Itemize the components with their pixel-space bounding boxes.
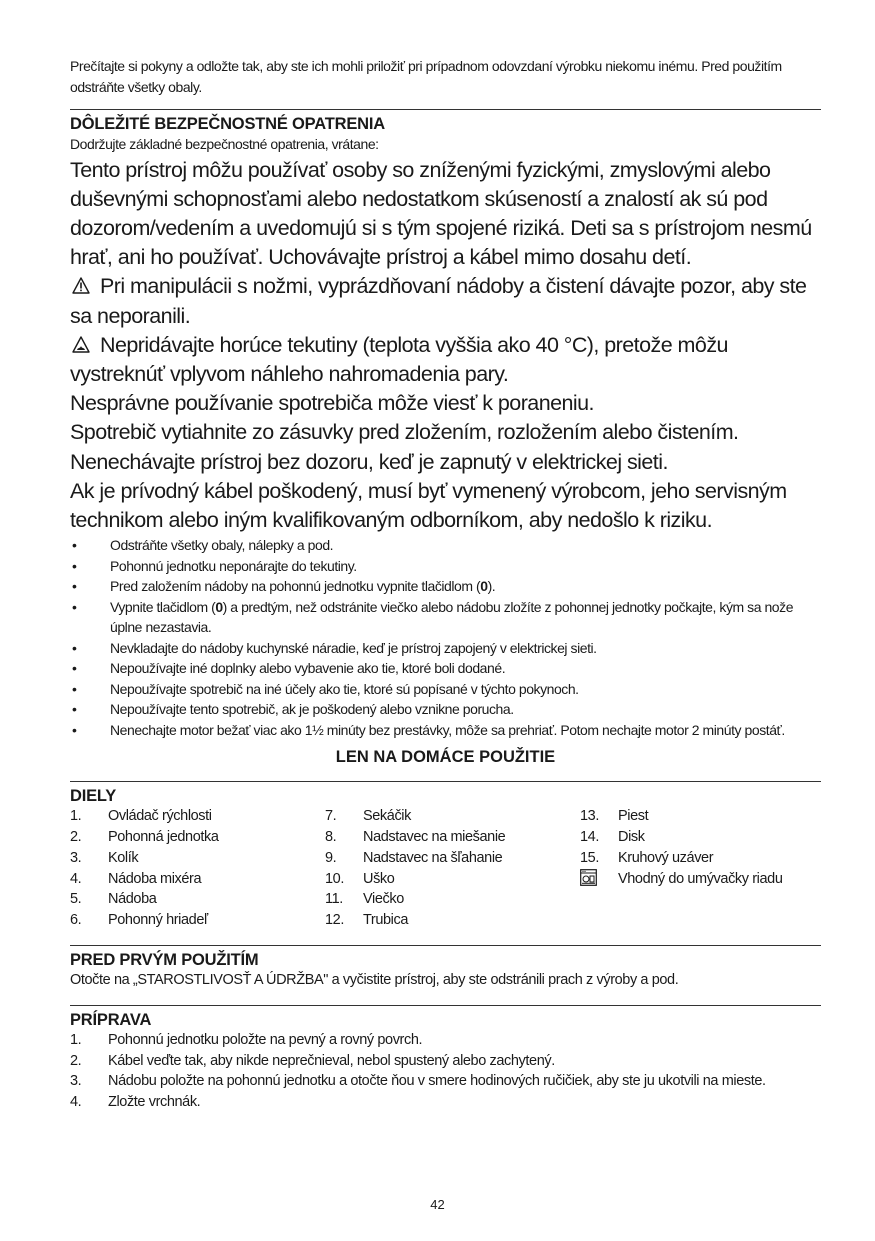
parts-column bbox=[325, 806, 580, 931]
warning-triangle-icon bbox=[72, 277, 90, 294]
part-item: 9. Nadstavec na šľahanie bbox=[325, 849, 503, 866]
safety-bullet-list bbox=[70, 535, 821, 740]
intro-text: Prečítajte si pokyny a odložte tak, aby ste ich mohli priložiť pri prípadnom odovzdaní výrobku niekomu inému. Pred použitím odstráňte všetky obaly. bbox=[70, 58, 782, 95]
first-use-text: Otočte na „STAROSTLIVOSŤ A ÚDRŽBA" a vyčistite prístroj, aby ste odstránili prach z výroby a pod. bbox=[70, 971, 679, 988]
step-item: 3. Nádobu položte na pohonnú jednotku a otočte ňou v smere hodinových ručičiek, aby ste ju ukotvili na mieste. bbox=[70, 1073, 766, 1090]
page-number: 42 bbox=[430, 1197, 445, 1212]
parts-list bbox=[70, 806, 821, 931]
part-item: 2. Pohonná jednotka bbox=[70, 828, 219, 845]
part-item: 15. Kruhový uzáver bbox=[580, 849, 714, 866]
dishwasher-icon bbox=[580, 869, 597, 886]
list-item: • Pohonnú jednotku neponárajte do tekutiny. bbox=[72, 557, 357, 574]
parts-heading: DIELY bbox=[70, 787, 117, 806]
step-item: 4. Zložte vrchnák. bbox=[70, 1094, 201, 1111]
divider bbox=[70, 109, 821, 110]
home-use-notice: LEN NA DOMÁCE POUŽITIE bbox=[335, 748, 556, 767]
preparation-steps bbox=[70, 1030, 821, 1113]
list-item: • Vypnite tlačidlom (0) a predtým, než odstránite viečko alebo nádobu zložíte z pohonnej jednotky počkajte, kým sa nože úplne nezastavia. bbox=[72, 598, 794, 636]
part-item: 12. Trubica bbox=[325, 912, 409, 929]
safety-subheading: Dodržujte základné bezpečnostné opatrenia, vrátane: bbox=[70, 136, 379, 152]
list-item: • Nenechajte motor bežať viac ako 1½ minúty bez prestávky, môže sa prehriať. Potom nechajte motor 2 minúty postáť. bbox=[72, 721, 785, 738]
step-item: 1. Pohonnú jednotku položte na pevný a rovný povrch. bbox=[70, 1031, 423, 1048]
list-item: • Nepoužívajte iné doplnky alebo vybavenie ako tie, ktoré boli dodané. bbox=[72, 660, 506, 677]
part-item: 5. Nádoba bbox=[70, 891, 157, 908]
part-item: 4. Nádoba mixéra bbox=[70, 870, 202, 887]
part-item: 11. Viečko bbox=[325, 891, 404, 908]
part-item: 6. Pohonný hriadeľ bbox=[70, 912, 208, 929]
safety-heading: DÔLEŽITÉ BEZPEČNOSTNÉ OPATRENIA bbox=[70, 115, 385, 133]
warning-triangle-icon bbox=[72, 336, 90, 353]
parts-column bbox=[580, 806, 821, 931]
list-item: • Pred založením nádoby na pohonnú jednotku vypnite tlačidlom (0). bbox=[72, 578, 496, 595]
list-item: • Odstráňte všetky obaly, nálepky a pod. bbox=[72, 537, 334, 554]
step-item: 2. Kábel veďte tak, aby nikde neprečnieval, nebol spustený alebo zachytený. bbox=[70, 1052, 555, 1069]
safety-paragraph: Tento prístroj môžu používať osoby so zníženými fyzickými, zmyslovými alebo duševnými schopnosťami alebo nedostatkom skúseností a znalostí ak sú pod dozorom/vedením a uvedomujú si s tým spojené riziká. Deti sa s prístrojom nesmú hrať, ani ho používať. Uchovávajte prístroj a kábel mimo dosahu detí. bbox=[70, 157, 812, 270]
divider bbox=[70, 1005, 821, 1006]
safety-paragraph: Spotrebič vytiahnite zo zásuvky pred zložením, rozložením alebo čistením. bbox=[70, 420, 739, 445]
part-item: 13. Piest bbox=[580, 808, 649, 825]
parts-column bbox=[70, 806, 325, 931]
warning-knives: Pri manipulácii s nožmi, vyprázdňovaní nádoby a čistení dávajte pozor, aby ste sa neporanili. bbox=[70, 274, 807, 328]
warning-hot-liquids: Nepridávajte horúce tekutiny (teplota vyššia ako 40 °C), pretože môžu vystreknúť vplyvom náhleho nahromadenia pary. bbox=[70, 332, 728, 386]
safety-paragraph: Ak je prívodný kábel poškodený, musí byť vymenený výrobcom, jeho servisným technikom alebo iným kvalifikovaným odborníkom, aby nedošlo k riziku. bbox=[70, 478, 787, 532]
part-item: 14. Disk bbox=[580, 828, 645, 845]
safety-paragraph: Nesprávne používanie spotrebiča môže viesť k poraneniu. bbox=[70, 391, 594, 416]
first-use-heading: PRED PRVÝM POUŽITÍM bbox=[70, 950, 259, 969]
part-item: 7. Sekáčik bbox=[325, 808, 411, 825]
part-item: 10. Uško bbox=[325, 870, 395, 887]
part-item: 1. Ovládač rýchlosti bbox=[70, 808, 212, 825]
part-item: 8. Nadstavec na miešanie bbox=[325, 828, 506, 845]
divider bbox=[70, 781, 821, 782]
part-item: 3. Kolík bbox=[70, 849, 139, 866]
manual-page bbox=[70, 56, 821, 1113]
safety-paragraph: Nenechávajte prístroj bez dozoru, keď je zapnutý v elektrickej sieti. bbox=[70, 449, 668, 474]
list-item: • Nepoužívajte tento spotrebič, ak je poškodený alebo vznikne porucha. bbox=[72, 701, 514, 718]
safety-text bbox=[70, 156, 821, 536]
preparation-heading: PRÍPRAVA bbox=[70, 1010, 152, 1029]
list-item: • Nepoužívajte spotrebič na iné účely ako tie, ktoré sú popísané v týchto pokynoch. bbox=[72, 680, 579, 697]
list-item: • Nevkladajte do nádoby kuchynské náradie, keď je prístroj zapojený v elektrickej sieti. bbox=[72, 639, 597, 656]
dishwasher-safe-item: Vhodný do umývačky riadu bbox=[580, 869, 821, 893]
divider bbox=[70, 945, 821, 946]
